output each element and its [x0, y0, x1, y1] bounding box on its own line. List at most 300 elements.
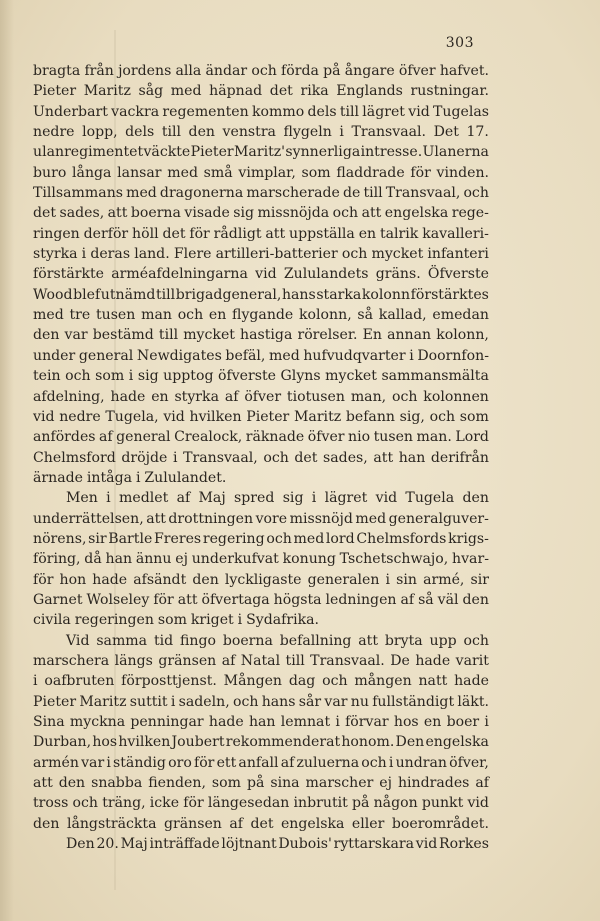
- word: af: [99, 429, 113, 446]
- word: nio: [348, 429, 371, 446]
- word: och: [263, 449, 289, 466]
- word: gräns.: [375, 266, 421, 283]
- word: Pieter: [33, 693, 77, 710]
- word: fladdrade: [336, 164, 405, 181]
- word: Transvaal,: [183, 449, 258, 466]
- word: man: [141, 307, 172, 324]
- word: öfverste: [218, 368, 276, 385]
- word: för: [33, 571, 54, 588]
- word: som: [301, 164, 331, 181]
- word: i: [388, 754, 394, 771]
- word: fienden,: [148, 775, 206, 792]
- word: det: [162, 225, 186, 242]
- word: sin: [396, 571, 417, 588]
- word: uppställa: [289, 225, 355, 242]
- word: regering: [202, 530, 265, 547]
- word: alla: [175, 63, 202, 79]
- body-text: [33, 61, 489, 854]
- word: i: [128, 368, 134, 385]
- word: den: [33, 815, 60, 832]
- word: befann: [345, 408, 395, 425]
- word: Vid: [66, 632, 90, 649]
- word: i: [33, 673, 38, 690]
- word: till: [158, 327, 179, 344]
- word: sig: [233, 205, 255, 222]
- word: att: [373, 449, 394, 466]
- word: rika: [300, 83, 329, 100]
- word: vid: [375, 490, 398, 507]
- word: i: [484, 714, 489, 730]
- word: och: [322, 673, 348, 690]
- text-line: [33, 285, 489, 305]
- word: oro: [168, 754, 192, 771]
- word: lägret: [324, 490, 368, 507]
- word: Newdigates: [136, 347, 222, 364]
- word: öfver: [307, 429, 345, 446]
- word: af: [280, 754, 295, 771]
- word: blef: [73, 286, 101, 303]
- word: land.: [134, 246, 170, 263]
- word: derifrån: [430, 449, 489, 466]
- word: hade: [92, 571, 128, 588]
- text-line: [33, 346, 489, 366]
- word: nörens,: [33, 530, 87, 547]
- word: och: [72, 795, 99, 812]
- word: att: [146, 510, 166, 527]
- word: lägret: [362, 103, 405, 120]
- word: upptog: [163, 368, 214, 385]
- word: öfver: [398, 63, 436, 79]
- text-line: [33, 224, 489, 244]
- word: hade: [110, 388, 146, 405]
- word: Sydafrika.: [246, 612, 320, 629]
- word: som: [211, 775, 242, 792]
- text-line: [33, 549, 489, 569]
- text-line: [33, 631, 489, 651]
- word: vimplar,: [238, 164, 296, 181]
- word: arméafdelningarna: [111, 266, 248, 283]
- word: lansar: [117, 164, 162, 181]
- word: häpnad: [209, 83, 263, 100]
- word: 20.: [96, 836, 119, 853]
- word: längesedan: [207, 795, 290, 812]
- word: af: [400, 591, 415, 608]
- word: vid: [408, 103, 430, 120]
- word: ändar: [205, 63, 248, 79]
- word: med: [126, 185, 157, 202]
- word: hos: [92, 734, 118, 751]
- word: mycket: [371, 246, 424, 263]
- word: dag: [288, 673, 316, 690]
- word: vid: [255, 266, 277, 283]
- word: på: [323, 63, 341, 79]
- word: som: [459, 408, 489, 425]
- word: och: [251, 63, 277, 79]
- word: förstärkte: [33, 266, 105, 283]
- word: rege-: [451, 205, 489, 222]
- word: vore: [255, 510, 288, 527]
- word: marscher: [305, 775, 374, 792]
- word: befäl,: [225, 347, 266, 364]
- word: oafbruten: [44, 673, 115, 690]
- word: löjtnant: [221, 836, 277, 853]
- text-line: [33, 387, 489, 407]
- word: så: [418, 591, 434, 608]
- word: utnämd: [100, 286, 156, 303]
- word: flygande: [232, 307, 294, 324]
- word: kolonn,: [299, 307, 352, 324]
- word: sår: [298, 693, 322, 710]
- word: 17.: [466, 124, 489, 141]
- word: Englands: [336, 83, 403, 100]
- word: natt: [418, 673, 448, 690]
- word: med: [33, 307, 64, 324]
- word: vackra: [111, 103, 160, 120]
- word: Men: [66, 490, 98, 507]
- word: föring,: [33, 551, 81, 568]
- word: sades,: [59, 205, 105, 222]
- word: Underbart: [33, 103, 108, 120]
- word: underkufvat: [191, 551, 279, 568]
- word: visade: [184, 205, 230, 222]
- word: hon: [59, 571, 87, 588]
- word: bragta: [33, 63, 81, 79]
- word: undran: [395, 754, 447, 771]
- text-line: [33, 590, 489, 610]
- word: en: [358, 225, 377, 242]
- word: drottningen: [168, 510, 254, 527]
- word: hvilken: [189, 408, 242, 425]
- word: att: [107, 205, 128, 222]
- word: deras: [90, 246, 131, 263]
- word: i: [170, 693, 176, 710]
- text-line: [33, 366, 489, 386]
- word: till: [339, 103, 360, 120]
- word: styrka: [174, 388, 219, 405]
- word: var: [324, 693, 348, 710]
- text-line: [33, 570, 489, 590]
- word: Freres: [154, 530, 202, 547]
- word: och: [341, 246, 368, 263]
- word: och: [361, 754, 387, 771]
- word: Öfverste: [427, 266, 489, 283]
- word: tid: [153, 632, 174, 649]
- word: och: [429, 408, 456, 425]
- word: träng,: [102, 795, 146, 812]
- word: Bartle: [108, 530, 153, 547]
- word: som: [95, 368, 125, 385]
- text-line: [33, 122, 489, 142]
- word: mycket: [325, 368, 377, 385]
- word: boerna: [222, 632, 273, 649]
- word: Pieter: [246, 408, 290, 425]
- word: sig,: [399, 408, 425, 425]
- word: missnöjda: [257, 205, 330, 222]
- word: af: [475, 775, 489, 792]
- word: talrik: [379, 225, 419, 242]
- word: en: [208, 307, 227, 324]
- word: så: [357, 307, 374, 324]
- text-line: [33, 264, 489, 284]
- word: Lord: [455, 429, 489, 446]
- word: vid: [415, 836, 438, 853]
- word: boerna: [130, 205, 181, 222]
- word: general: [116, 429, 171, 446]
- word: i: [409, 347, 414, 364]
- word: ringen: [33, 225, 80, 242]
- word: en: [151, 388, 169, 405]
- word: Den: [66, 836, 95, 853]
- word: af: [176, 490, 191, 507]
- word: tross: [33, 795, 69, 812]
- word: penningar: [130, 714, 204, 730]
- word: han: [398, 449, 426, 466]
- word: ärnade: [33, 469, 83, 486]
- word: Ulanerna: [422, 144, 489, 161]
- word: förda: [281, 63, 319, 79]
- word: att: [265, 225, 286, 242]
- word: det: [33, 205, 57, 222]
- text-line: [33, 793, 489, 813]
- text-line: [33, 712, 489, 732]
- text-line: [33, 427, 489, 447]
- word: armé,: [423, 571, 465, 588]
- word: ulanregimentet: [33, 144, 144, 161]
- word: underrättelsen,: [33, 510, 144, 527]
- word: med: [167, 164, 198, 181]
- word: läkt.: [457, 693, 489, 710]
- word: vid: [467, 795, 489, 812]
- word: hans: [281, 286, 316, 303]
- word: under: [33, 347, 76, 364]
- word: tre: [69, 307, 91, 324]
- word: ledningen: [325, 591, 397, 608]
- text-line: [33, 407, 489, 427]
- word: hufvudqvarter: [303, 347, 406, 364]
- text-line: [33, 325, 489, 345]
- word: för: [183, 795, 204, 812]
- word: och: [266, 530, 292, 547]
- word: Natal: [240, 652, 281, 669]
- word: i: [335, 714, 340, 730]
- word: med: [355, 510, 387, 527]
- word: intåga: [86, 469, 132, 486]
- text-line: [33, 814, 489, 834]
- word: snabba: [91, 775, 143, 792]
- word: dragonerna: [159, 185, 244, 202]
- word: det: [250, 815, 274, 832]
- word: intresse.: [360, 144, 423, 161]
- word: emedan: [432, 307, 489, 324]
- word: väl: [437, 591, 459, 608]
- word: En: [362, 327, 382, 344]
- word: annan: [387, 327, 432, 344]
- text-line: [33, 692, 489, 712]
- word: kommo: [251, 103, 305, 120]
- word: den: [188, 124, 215, 141]
- word: Tschetschwajo,: [339, 551, 449, 568]
- word: hvilken: [118, 734, 171, 751]
- word: förvar: [345, 714, 389, 730]
- word: Wolseley: [86, 591, 150, 608]
- word: varit: [455, 652, 489, 669]
- word: i: [106, 490, 111, 507]
- word: för: [410, 164, 431, 181]
- text-line: [33, 610, 489, 630]
- word: styrka: [33, 246, 78, 263]
- word: hade: [208, 714, 244, 730]
- word: myckna: [69, 714, 126, 730]
- word: i: [81, 246, 87, 263]
- word: Wood: [33, 286, 73, 303]
- word: med: [293, 530, 325, 547]
- word: från: [84, 63, 114, 79]
- word: Tugela: [405, 490, 455, 507]
- word: derför: [83, 225, 129, 242]
- word: Glyns: [280, 368, 321, 385]
- text-line: [33, 142, 489, 162]
- word: var: [81, 754, 105, 771]
- word: öfver,: [449, 754, 489, 771]
- word: medlet: [119, 490, 169, 507]
- word: de: [342, 185, 361, 202]
- word: var: [64, 327, 88, 344]
- word: dels: [307, 103, 337, 120]
- word: lemnat: [280, 714, 331, 730]
- word: rustningar.: [410, 83, 489, 100]
- word: starka: [316, 286, 362, 303]
- word: samma: [96, 632, 148, 649]
- word: vinden.: [436, 164, 489, 181]
- word: gränsen: [158, 652, 217, 669]
- word: att: [361, 205, 382, 222]
- word: Transvaal.: [351, 124, 427, 141]
- word: i: [385, 571, 391, 588]
- word: afdelning,: [33, 388, 105, 405]
- word: att: [358, 632, 379, 649]
- word: armén: [33, 754, 79, 771]
- word: engelska: [384, 205, 449, 222]
- word: högsta: [273, 591, 322, 608]
- word: till: [363, 185, 383, 202]
- page-number: 303: [445, 35, 474, 51]
- word: och: [332, 205, 359, 222]
- word: civila: [33, 612, 71, 629]
- word: Tugelas: [433, 103, 489, 120]
- word: dels: [125, 124, 155, 141]
- word: sir: [470, 571, 489, 588]
- word: engelska: [280, 815, 345, 832]
- word: lyckligaste: [224, 571, 302, 588]
- word: ryttarskara: [333, 836, 415, 853]
- word: sadeln,: [178, 693, 230, 710]
- word: icke: [149, 795, 180, 812]
- word: dröjde: [121, 449, 168, 466]
- word: räknade: [245, 429, 305, 446]
- word: Det: [433, 124, 459, 141]
- text-line: [33, 753, 489, 773]
- word: förposttjenst.: [121, 673, 217, 690]
- word: Doornfon-: [417, 347, 489, 364]
- word: ännu: [135, 551, 172, 568]
- word: ständig: [113, 754, 166, 771]
- word: till: [161, 124, 181, 141]
- word: artilleri-batterier: [215, 246, 338, 263]
- word: Tillsammans: [33, 185, 123, 202]
- word: i: [237, 612, 243, 629]
- word: för: [193, 754, 215, 771]
- word: vid: [163, 408, 185, 425]
- page-gutter-shadow: [0, 0, 14, 921]
- word: Zululandet.: [144, 469, 227, 486]
- word: Zululandets: [283, 266, 369, 283]
- word: sig: [282, 490, 304, 507]
- word: hos: [393, 714, 419, 730]
- word: ångare: [344, 63, 395, 79]
- word: sades,: [323, 449, 368, 466]
- word: af: [229, 815, 243, 832]
- word: i: [172, 449, 178, 466]
- word: Pieter: [190, 144, 234, 161]
- word: förstärktes: [410, 286, 489, 303]
- word: marscherade: [246, 185, 340, 202]
- word: någon: [373, 795, 418, 812]
- word: eller: [351, 815, 385, 832]
- word: den: [33, 327, 60, 344]
- word: en: [423, 714, 442, 730]
- word: Joubert: [171, 734, 225, 751]
- word: ej: [379, 775, 393, 792]
- text-line: [33, 651, 489, 671]
- word: engelska: [425, 734, 489, 751]
- word: han: [248, 714, 276, 730]
- word: lopp,: [82, 124, 118, 141]
- word: tusen: [95, 307, 136, 324]
- word: nedre: [59, 408, 101, 425]
- word: kavalleri-: [422, 225, 489, 242]
- word: boer: [446, 714, 480, 730]
- text-line: [33, 81, 489, 101]
- word: små: [203, 164, 233, 181]
- word: anfall: [238, 754, 279, 771]
- word: nu: [350, 693, 369, 710]
- word: boerområdet.: [391, 815, 489, 832]
- text-line: [33, 529, 489, 549]
- word: Mången: [223, 673, 283, 690]
- word: fingo: [179, 632, 216, 649]
- word: afsändt: [133, 571, 187, 588]
- word: fullständigt: [372, 693, 455, 710]
- word: Dubois': [278, 836, 332, 853]
- word: Chelmsfords: [356, 530, 447, 547]
- word: kriget: [190, 612, 234, 629]
- word: långsträckta: [66, 815, 157, 832]
- word: af: [224, 388, 239, 405]
- word: rekommenderat: [225, 734, 341, 751]
- word: nedre: [33, 124, 75, 141]
- word: synnerliga: [285, 144, 361, 161]
- word: sammansmälta: [381, 368, 489, 385]
- word: Transvaal.: [310, 652, 385, 669]
- text-line: [33, 509, 489, 529]
- text-line: [33, 488, 489, 508]
- word: kallad,: [378, 307, 427, 324]
- word: som: [157, 612, 187, 629]
- word: Sina: [33, 714, 65, 730]
- word: ej: [175, 551, 188, 568]
- word: i: [135, 469, 141, 486]
- word: De: [390, 652, 410, 669]
